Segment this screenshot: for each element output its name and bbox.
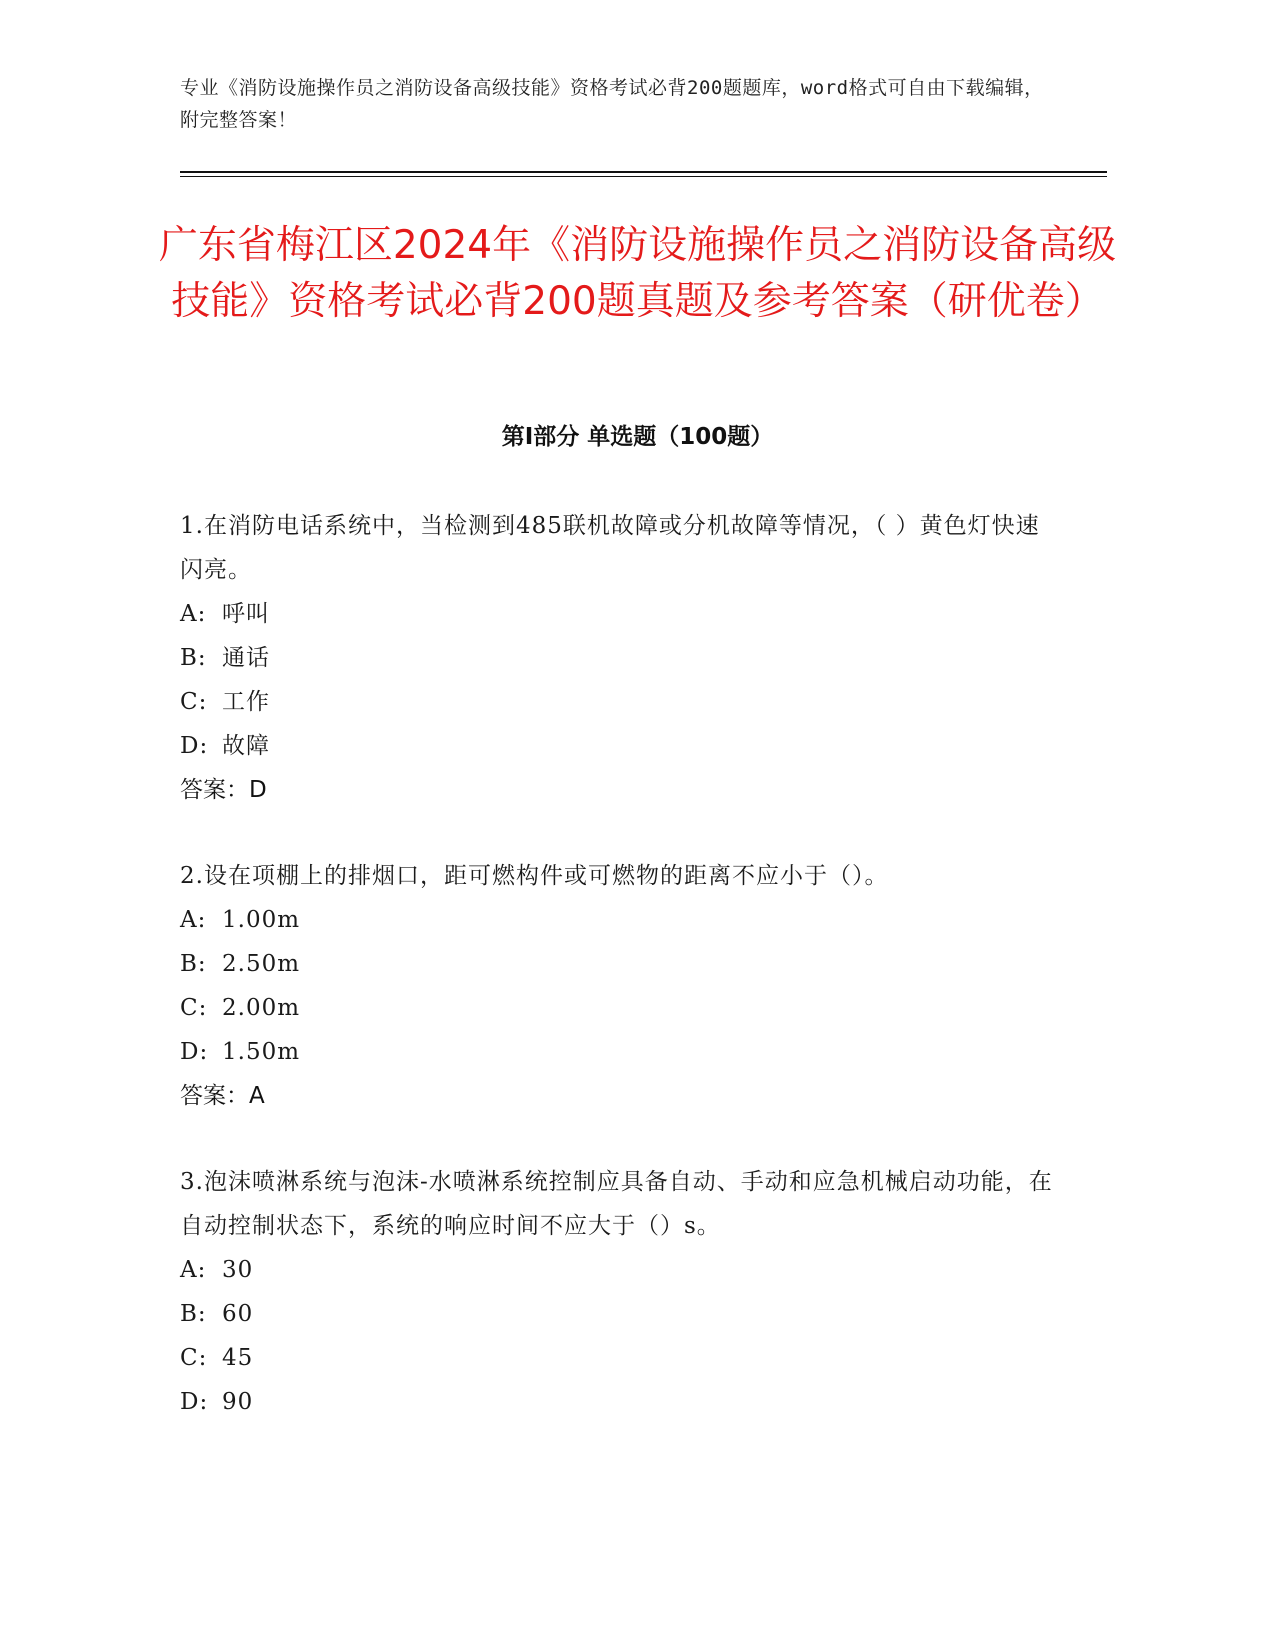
question-1 [180,504,1060,812]
question-text: 1.在消防电话系统中，当检测到485联机故障或分机故障等情况，（ ）黄色灯快速闪亮。 [180,513,1040,583]
option-value: 2.00m [222,995,301,1021]
document-title: 广东省梅江区2024年《消防设施操作员之消防设备高级技能》资格考试必背200题真题及参考答案（研优卷） [158,223,1117,324]
question-text: 3.泡沫喷淋系统与泡沫-水喷淋系统控制应具备自动、手动和应急机械启动功能，在自动控制状态下，系统的响应时间不应大于（）s。 [180,1169,1053,1239]
option-c [180,1336,1060,1380]
question-list [180,504,1060,1466]
option-key: C: [180,689,208,715]
option-key: D: [180,1389,209,1415]
option-key: B: [180,951,207,977]
option-d [180,1030,1060,1074]
option-key: C: [180,995,208,1021]
option-value: 工作 [222,689,270,715]
option-value: 2.50m [222,951,301,977]
option-key: A: [180,907,207,933]
option-value: 45 [222,1345,254,1371]
option-value: 1.00m [222,907,301,933]
option-key: A: [180,601,207,627]
option-key: C: [180,1345,208,1371]
option-key: B: [180,1301,207,1327]
section-title: 第I部分 单选题（100题） [501,424,774,450]
option-d [180,1380,1060,1424]
header-divider-thin [180,176,1107,177]
option-key: A: [180,1257,207,1283]
option-c [180,986,1060,1030]
option-value: 呼叫 [222,601,270,627]
header-divider-thick [180,171,1107,173]
option-value: 故障 [222,733,270,759]
option-a [180,1248,1060,1292]
option-value: 1.50m [222,1039,301,1065]
question-3 [180,1160,1060,1424]
answer: 答案：D [180,777,267,803]
option-key: D: [180,1039,209,1065]
option-key: B: [180,645,207,671]
option-c [180,680,1060,724]
answer: 答案：A [180,1083,265,1109]
option-value: 60 [222,1301,254,1327]
option-b [180,636,1060,680]
option-b [180,1292,1060,1336]
question-2 [180,854,1060,1118]
option-key: D: [180,733,209,759]
option-value: 30 [222,1257,254,1283]
header-note: 专业《消防设施操作员之消防设备高级技能》资格考试必背200题题库，word格式可自由下载编辑，附完整答案！ [180,77,1044,131]
option-value: 通话 [222,645,270,671]
option-b [180,942,1060,986]
option-a [180,592,1060,636]
option-a [180,898,1060,942]
question-text: 2.设在项棚上的排烟口，距可燃构件或可燃物的距离不应小于（）。 [180,863,889,889]
option-d [180,724,1060,768]
option-value: 90 [222,1389,254,1415]
